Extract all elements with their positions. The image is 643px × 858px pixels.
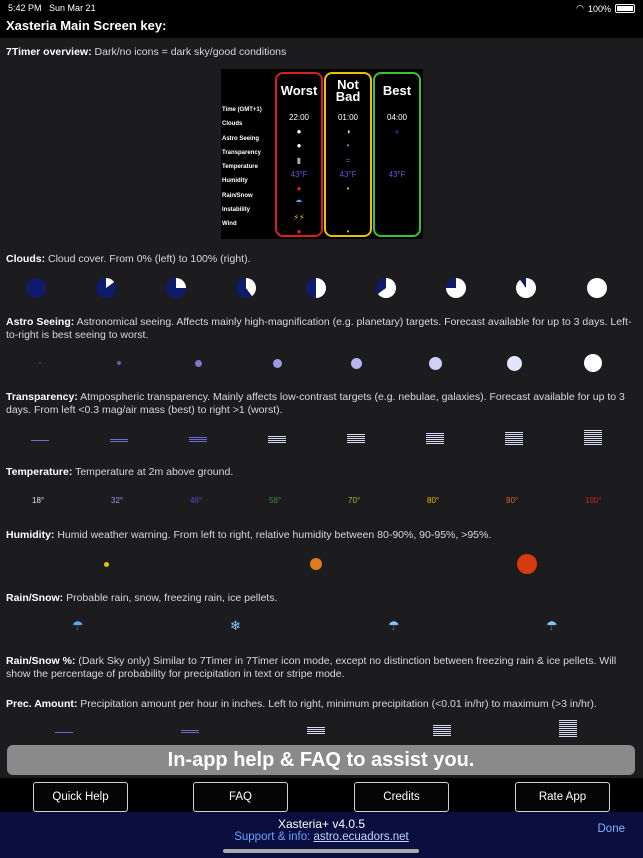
transparency-line <box>505 438 523 439</box>
precip-line <box>433 729 451 730</box>
status-right <box>576 3 635 14</box>
battery-icon <box>615 4 635 13</box>
help-content[interactable] <box>0 38 643 778</box>
transparency-line <box>347 440 365 441</box>
transparency-line <box>268 442 286 443</box>
diagram-cell: ● <box>296 126 302 136</box>
rain-pct-text: Rain/Snow %: (Dark Sky only) Similar to 7Timer in 7Timer icon mode, except no distinction between freezing rain & ice pellets. Will show the percentage of probability for precipitation in text or stripe mode. <box>6 655 617 680</box>
precip-line <box>181 732 199 733</box>
precip-line <box>559 720 577 721</box>
precip-line <box>559 722 577 723</box>
precip-lines-icon <box>55 732 73 734</box>
diagram-cell: ☂ <box>295 198 303 208</box>
button-bar <box>0 778 643 812</box>
temperature-value: 70° <box>348 496 361 505</box>
transparency-legend <box>0 430 643 454</box>
diagram-label: Humidity <box>222 178 248 185</box>
transparency-line <box>584 440 602 441</box>
precip-line <box>433 727 451 728</box>
temperature-value: 58° <box>269 496 282 505</box>
humidity-dot-icon <box>310 558 322 570</box>
home-indicator <box>223 849 419 853</box>
transparency-line <box>426 443 444 444</box>
cloud-cover-icon <box>166 278 186 298</box>
transparency-lines-icon <box>189 437 207 443</box>
transparency-lines-icon <box>584 430 602 446</box>
transparency-line <box>584 432 602 433</box>
promo-banner: In-app help & FAQ to assist you. <box>7 745 635 775</box>
transparency-lines-icon <box>505 432 523 446</box>
cloud-cover-icon <box>26 278 46 298</box>
snowflake-icon: ❄ <box>230 618 241 633</box>
diagram-label: Clouds <box>222 121 243 128</box>
diagram-cell: • <box>346 184 350 194</box>
seeing-dot-icon <box>195 360 202 367</box>
diagram-cell <box>375 210 419 224</box>
diagram-cell: ▮ <box>296 155 302 165</box>
temperature-legend <box>0 496 643 520</box>
diagram-cell <box>375 224 419 238</box>
precip-line <box>181 730 199 731</box>
precip-line <box>559 724 577 725</box>
seeing-dot-icon <box>273 359 282 368</box>
transparency-line <box>268 438 286 439</box>
diagram-label: Time (GMT+1) <box>222 107 262 113</box>
transparency-line <box>584 444 602 445</box>
column-cells <box>375 110 419 239</box>
temperature-value: 80° <box>427 496 440 505</box>
transparency-line <box>505 432 523 433</box>
transparency-line <box>347 442 365 443</box>
transparency-line <box>31 440 49 441</box>
7timer-diagram <box>221 69 423 239</box>
transparency-line <box>189 439 207 440</box>
cloud-cover-icon <box>376 278 396 298</box>
diagram-label: Rain/Snow <box>222 192 253 199</box>
seeing-dot-icon <box>39 362 41 364</box>
transparency-lines-icon <box>110 439 128 443</box>
transparency-lines-icon <box>31 440 49 442</box>
precip-line <box>433 731 451 732</box>
diagram-cell: 04:00 <box>386 112 408 122</box>
credits-button[interactable]: Credits <box>354 782 449 812</box>
rain-text: Rain/Snow: Probable rain, snow, freezing rain, ice pellets. <box>6 592 278 604</box>
precip-line <box>307 729 325 730</box>
transparency-line <box>110 439 128 440</box>
diagram-cell: ● <box>394 126 400 136</box>
transparency-line <box>268 440 286 441</box>
cloud-cover-icon <box>96 278 116 298</box>
support-link[interactable]: astro.ecuadors.net <box>313 831 409 843</box>
humidity-legend <box>0 553 643 577</box>
column-worst <box>275 72 323 237</box>
transparency-lines-icon <box>268 436 286 444</box>
diagram-cell: ● <box>296 184 302 194</box>
transparency-line <box>505 440 523 441</box>
transparency-line <box>584 434 602 435</box>
transparency-line <box>347 436 365 437</box>
diagram-cell <box>375 196 419 210</box>
status-time: 5:42 PM Sun Mar 21 <box>8 3 96 13</box>
temperature-value: 32° <box>111 496 124 505</box>
humidity-dot-icon <box>517 554 537 574</box>
transparency-line <box>584 430 602 431</box>
page-title: Xasteria Main Screen key: <box>6 18 167 33</box>
quick-help-button[interactable]: Quick Help <box>33 782 128 812</box>
precip-lines-icon <box>433 725 451 737</box>
diagram-cell <box>375 181 419 195</box>
diagram-label: Wind <box>222 221 237 228</box>
temperature-value: 100° <box>585 496 602 505</box>
diagram-label: Temperature <box>222 164 258 171</box>
column-title: Not Bad <box>335 77 361 104</box>
app-version: Xasteria+ v4.0.5 <box>277 817 366 831</box>
seeing-dot-icon <box>351 358 362 369</box>
humidity-text: Humidity: Humid weather warning. From left to right, relative humidity between 80-90%, 90-95%, >95%. <box>6 529 492 541</box>
diagram-cell: ⚡⚡ <box>293 212 305 222</box>
battery-percent: 100% <box>587 3 611 14</box>
temperature-value: 46° <box>190 496 203 505</box>
column-title: Worst <box>280 83 318 98</box>
seeing-legend <box>0 353 643 377</box>
precip-line <box>307 733 325 734</box>
precip-line <box>559 734 577 735</box>
clouds-legend <box>0 278 643 302</box>
diagram-cell <box>326 196 370 210</box>
precip-line <box>559 728 577 729</box>
seeing-dot-icon <box>584 354 602 372</box>
diagram-cell: ● <box>296 141 302 151</box>
ice-pellets-icon: ☂ <box>546 618 558 633</box>
diagram-cell: • <box>346 227 350 237</box>
transparency-line <box>505 442 523 443</box>
precip-lines-icon <box>559 720 577 738</box>
transparency-line <box>426 437 444 438</box>
transparency-line <box>426 433 444 434</box>
column-best <box>373 72 421 237</box>
precip-line <box>559 726 577 727</box>
humidity-dot-icon <box>104 562 109 567</box>
precip-line <box>433 733 451 734</box>
done-button[interactable]: Done <box>597 823 625 835</box>
faq-button[interactable]: FAQ <box>193 782 288 812</box>
diagram-cell: 22:00 <box>288 112 310 122</box>
diagram-cell: 43°F <box>339 169 357 179</box>
transparency-line <box>584 438 602 439</box>
transparency-line <box>268 436 286 437</box>
diagram-cell: 43°F <box>388 169 406 179</box>
cloud-cover-icon <box>516 278 536 298</box>
diagram-cell: • <box>346 141 350 151</box>
diagram-label: Instability <box>222 207 251 214</box>
diagram-cell <box>375 153 419 167</box>
diagram-cell: 43°F <box>290 169 308 179</box>
cloud-cover-icon <box>587 278 607 298</box>
cloud-cover-icon <box>306 278 326 298</box>
freezing-rain-icon: ☂ <box>388 618 400 633</box>
transparency-line <box>189 437 207 438</box>
transparency-line <box>189 441 207 442</box>
diagram-label: Astro Seeing <box>222 135 260 142</box>
temperature-value: 18° <box>32 496 45 505</box>
transparency-line <box>505 444 523 445</box>
diagram-label: Transparency <box>222 149 262 156</box>
transparency-line <box>347 438 365 439</box>
status-bar <box>0 0 643 16</box>
umbrella-icon: ☂ <box>72 618 84 633</box>
precip-line <box>433 735 451 736</box>
column-cells <box>277 110 321 239</box>
wifi-icon: ◠ <box>576 3 584 13</box>
temperature-text: Temperature: Temperature at 2m above ground. <box>6 466 234 478</box>
transparency-line <box>426 439 444 440</box>
rate-app-button[interactable]: Rate App <box>515 782 610 812</box>
diagram-cell: = <box>345 155 351 165</box>
transparency-line <box>584 436 602 437</box>
seeing-text: Astro Seeing: Astronomical seeing. Affects mainly high-magnification (e.g. planetary) targets. Forecast available for up to 3 days. Left-to-right is best seeing to worst. <box>6 316 632 341</box>
precip-legend <box>0 723 643 747</box>
seeing-dot-icon <box>429 357 442 370</box>
transparency-lines-icon <box>426 433 444 445</box>
transparency-line <box>505 436 523 437</box>
overview-text: 7Timer overview: Dark/no icons = dark sky/good conditions <box>6 46 287 58</box>
seeing-dot-icon <box>507 356 522 371</box>
diagram-cell <box>326 210 370 224</box>
transparency-line <box>347 434 365 435</box>
diagram-cell: 01:00 <box>337 112 359 122</box>
column-not-bad <box>324 72 372 237</box>
precip-line <box>433 725 451 726</box>
seeing-dot-icon <box>117 361 121 365</box>
temperature-value: 90° <box>506 496 519 505</box>
transparency-line <box>584 442 602 443</box>
cloud-cover-icon <box>446 278 466 298</box>
precip-line <box>307 731 325 732</box>
precip-lines-icon <box>181 730 199 734</box>
precip-line <box>307 727 325 728</box>
rain-legend <box>0 618 643 642</box>
column-cells <box>326 110 370 239</box>
clouds-text: Clouds: Cloud cover. From 0% (left) to 100% (right). <box>6 253 251 265</box>
transparency-line <box>110 441 128 442</box>
title-bar <box>0 16 643 38</box>
column-title: Best <box>382 83 412 98</box>
diagram-row-labels <box>222 107 262 236</box>
precip-line <box>559 732 577 733</box>
support-info: Support & info: astro.ecuadors.net <box>234 831 409 843</box>
transparency-lines-icon <box>347 434 365 444</box>
precip-line <box>55 732 73 733</box>
diagram-cell <box>375 139 419 153</box>
transparency-line <box>426 435 444 436</box>
transparency-line <box>505 434 523 435</box>
precip-line <box>559 730 577 731</box>
transparency-line <box>426 441 444 442</box>
precip-text: Prec. Amount: Precipitation amount per hour in inches. Left to right, minimum precipitation (<0.01 in/hr) to maximum (>3 in/hr). <box>6 698 597 710</box>
diagram-cell: ● <box>296 227 302 237</box>
transparency-text: Transparency: Atmpospheric transparency. Mainly affects low-contrast targets (e.g. nebulae, galaxies). Forecast available for up to 3 days. From left <0.3 mag/air mass (best) to right >1 (worst). <box>6 391 625 416</box>
precip-lines-icon <box>307 727 325 735</box>
cloud-cover-icon <box>236 278 256 298</box>
precip-line <box>559 736 577 737</box>
diagram-cell: ◑ <box>345 126 351 136</box>
